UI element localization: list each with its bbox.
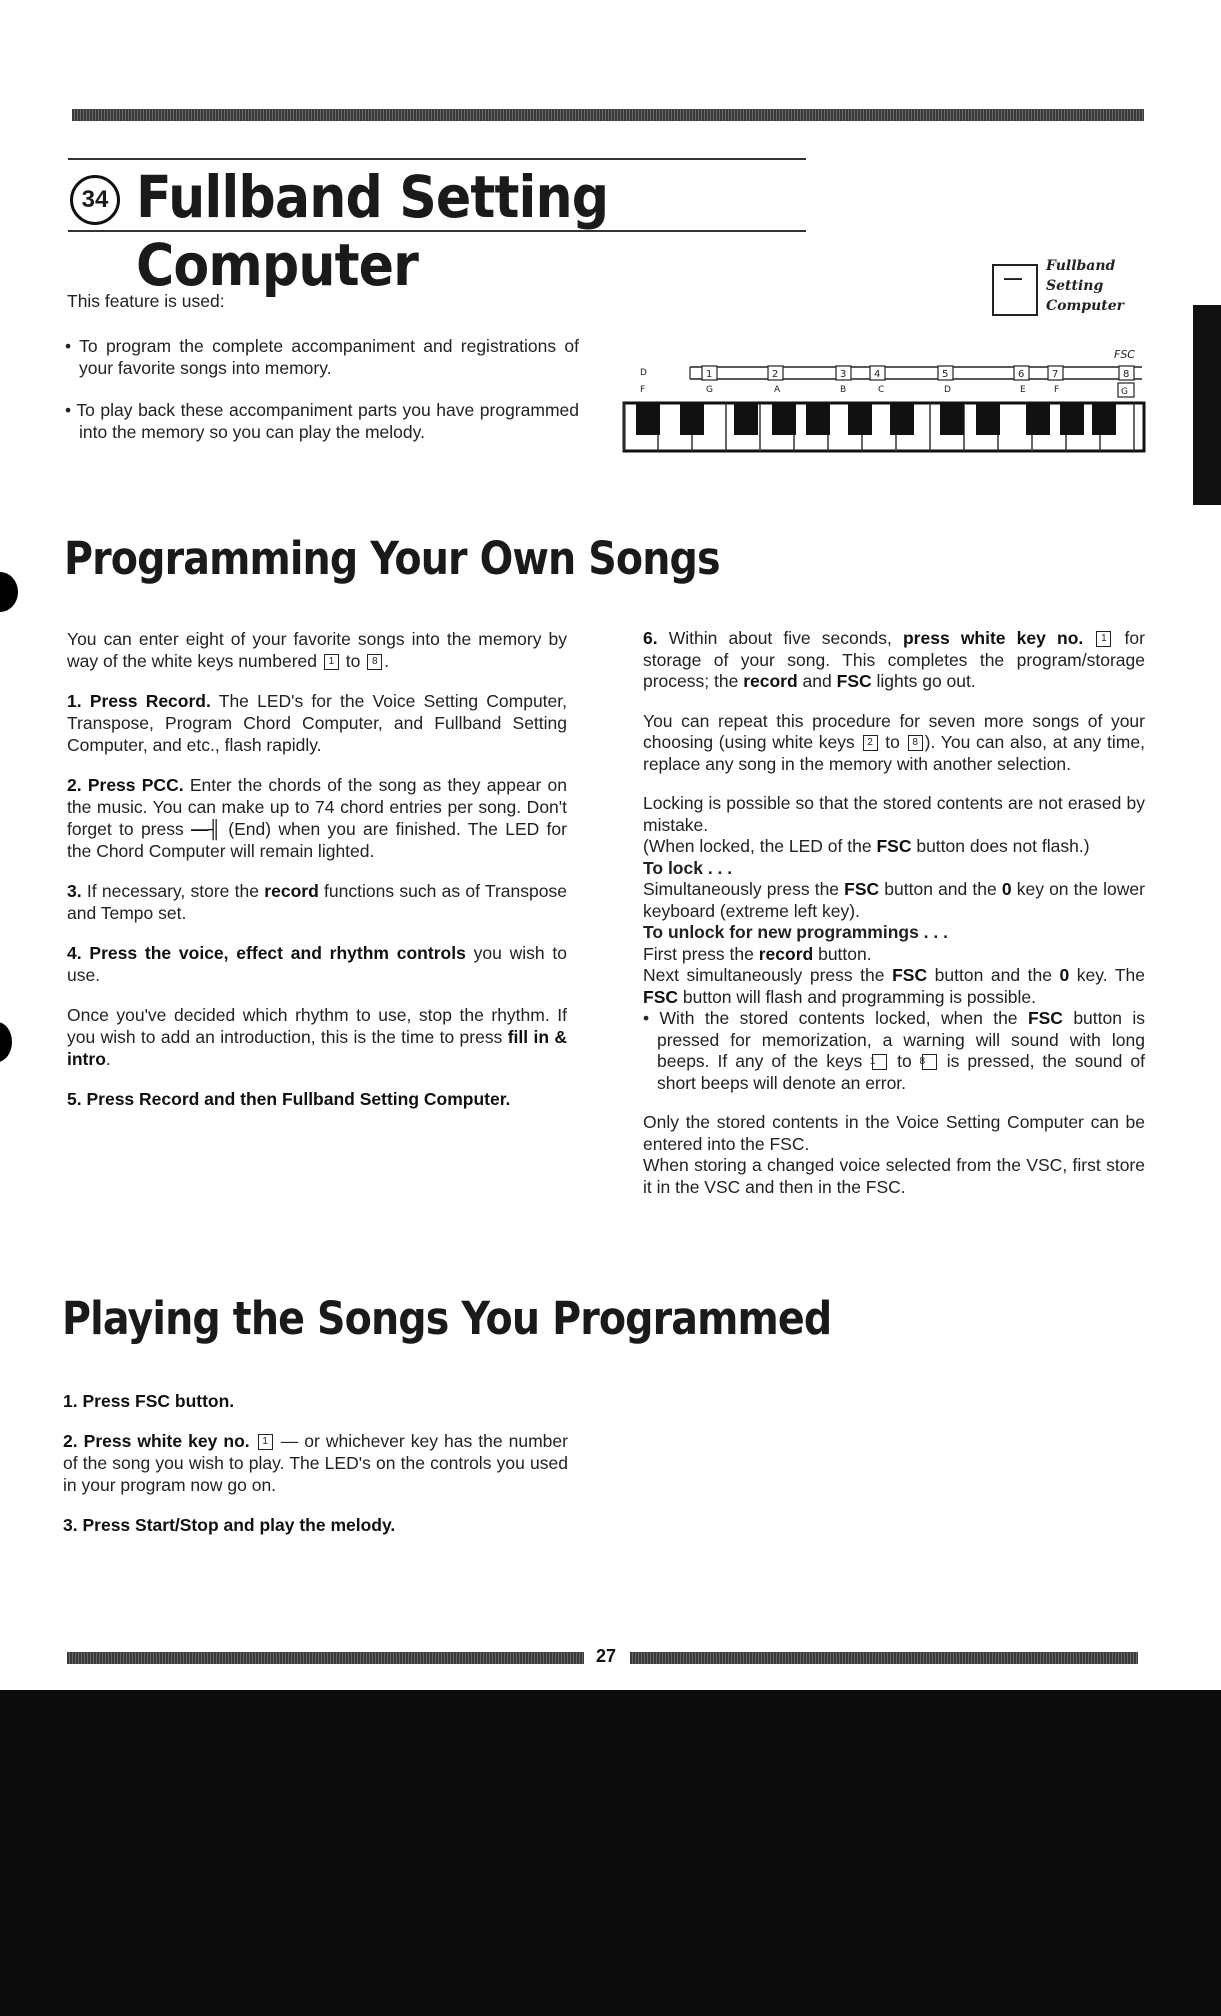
step-5-num: 5.	[67, 1089, 82, 1109]
to-lock-bold2: 0	[1001, 879, 1012, 899]
keyboard-note-label: G	[706, 385, 713, 395]
unlock-2-a: Next simultaneously press the	[643, 965, 885, 985]
step-6-text-c: and	[802, 671, 832, 691]
playing-steps	[63, 1390, 568, 1554]
unlock-1-bold: record	[758, 943, 814, 964]
black-key	[848, 403, 872, 435]
page-title: Fullband Setting Computer	[136, 163, 609, 299]
repeat-note	[643, 711, 1145, 776]
keyboard-number-label: 1	[706, 369, 713, 380]
unlock-2-bold: FSC	[892, 965, 928, 985]
page-title-box	[68, 158, 806, 299]
unlock-2-d: button will flash and programming is possible.	[682, 986, 1036, 1007]
unlock-step-1	[643, 944, 1145, 966]
warn-b: button is pressed for memorization, a warning will sound with long beeps. If any of the keys	[657, 1008, 1146, 1071]
unlock-2-bold2: 0	[1059, 965, 1070, 985]
fsc-g-key-label: G	[1121, 387, 1128, 397]
keyboard-diagram	[622, 345, 1147, 453]
step-1	[67, 690, 567, 756]
programming-left-column	[67, 628, 567, 1128]
keyboard-f-label: F	[640, 385, 646, 395]
key-number-box: 2	[863, 735, 878, 751]
black-key	[680, 403, 704, 435]
step-6-bold2: record	[743, 671, 798, 691]
black-key	[890, 403, 914, 435]
to-unlock-heading: To unlock for new programmings . . .	[643, 922, 948, 942]
rhythm-note-end: .	[105, 1049, 111, 1069]
step-4-text: you wish to use.	[67, 943, 567, 985]
key-number-box: 8	[367, 654, 382, 670]
black-key	[1060, 403, 1084, 435]
step-3-bold: record	[264, 881, 319, 901]
repeat-text-b: to	[885, 732, 900, 752]
lock-note-bold: FSC	[876, 836, 912, 856]
key-number-box: 8	[922, 1054, 937, 1070]
footer-rule-right	[630, 1652, 1138, 1664]
black-key	[940, 403, 964, 435]
programming-intro-text: You can enter eight of your favorite songs into the memory by way of the white keys numbered	[67, 629, 567, 671]
keyboard-number-label: 7	[1052, 369, 1059, 380]
play-step-3-bold: Press Start/Stop and play the melody.	[82, 1515, 396, 1535]
keyboard-note-label: D	[944, 385, 951, 395]
key-number-box: 1	[324, 654, 339, 670]
play-step-2-num: 2.	[63, 1431, 78, 1451]
step-3-text-a: If necessary, store the	[86, 881, 260, 901]
keyboard-note-label: F	[1054, 385, 1060, 395]
play-step-3	[63, 1514, 568, 1536]
rhythm-note-bold: fill in & intro	[67, 1027, 567, 1069]
section-number: 34	[70, 175, 120, 225]
programming-heading: Programming Your Own Songs	[64, 532, 720, 585]
play-step-1-num: 1.	[63, 1391, 78, 1411]
keyboard-note-label: B	[840, 385, 847, 395]
keyboard-note-label: C	[878, 385, 885, 395]
warn-bold: FSC	[1027, 1008, 1063, 1028]
to-lock-heading: To lock . . .	[643, 857, 733, 878]
keyboard-number-label: 6	[1018, 369, 1025, 380]
lock-text: Locking is possible so that the stored contents are not erased by mistake.	[643, 793, 1145, 835]
to-lock-text-b: button and the	[884, 879, 997, 899]
black-key	[1026, 403, 1050, 435]
key-number-box: 8	[908, 735, 923, 751]
keyboard-number-boxes	[702, 366, 1134, 380]
unlock-2-c: key. The	[1076, 965, 1145, 985]
step-1-bold: Press Record.	[89, 691, 211, 711]
end-symbol-icon: —╢	[191, 819, 221, 839]
step-6-bold3: FSC	[836, 671, 872, 691]
fsc-logo-line2: Setting	[1046, 278, 1104, 294]
fsc-logo-text	[1046, 256, 1124, 316]
black-key	[734, 403, 758, 435]
step-6-text-b: for storage of your song. This completes the program/storage process; the	[643, 628, 1145, 691]
unlock-2-b: button and the	[934, 965, 1052, 985]
keyboard-number-label: 8	[1123, 369, 1130, 380]
step-4-bold: Press the voice, effect and rhythm controls	[89, 943, 466, 963]
step-6-bold: press white key no.	[902, 628, 1084, 648]
programming-intro	[67, 628, 567, 672]
warn-c: to	[897, 1051, 912, 1071]
step-6-num: 6.	[643, 628, 658, 648]
when-text: When storing a changed voice selected from the VSC, first store it in the VSC and then in the FSC.	[643, 1155, 1145, 1197]
black-key	[976, 403, 1000, 435]
step-2-text-b: (End) when you are finished. The LED for the Chord Computer will remain lighted.	[67, 819, 567, 861]
programming-intro-to: to	[345, 651, 361, 671]
fsc-button-symbol: —	[1004, 268, 1022, 288]
black-key	[1092, 403, 1116, 435]
intro-bullet-2-text: To play back these accompaniment parts you have programmed into the memory so you can play the melody.	[76, 400, 579, 442]
fsc-button-graphic	[992, 264, 1038, 316]
unlock-1-b: button.	[818, 943, 872, 964]
step-1-num: 1.	[67, 691, 82, 711]
step-2-text-a: Enter the chords of the song as they appear on the music. You can make up to 74 chord entries per song. Don't forget to press	[67, 775, 567, 839]
binding-hole-mark	[0, 572, 18, 612]
intro-bullet-1: • To program the complete accompaniment and registrations of your favorite songs into memory.	[65, 336, 579, 378]
step-3-num: 3.	[67, 881, 82, 901]
scan-black-margin	[0, 1690, 1221, 2016]
keyboard-number-label: 3	[840, 369, 847, 380]
fsc-logo-line1: Fullband	[1046, 258, 1116, 274]
play-step-2-text: — or whichever key has the number of the song you wish to play. The LED's on the controls you used in your program now go on.	[63, 1431, 568, 1495]
playing-heading: Playing the Songs You Programmed	[62, 1292, 832, 1345]
intro-bullet-2: • To play back these accompaniment parts you have programmed into the memory so you can play the melody.	[65, 400, 579, 442]
rhythm-note-text: Once you've decided which rhythm to use, stop the rhythm. If you wish to add an introduction, this is the time to press	[67, 1005, 567, 1047]
keyboard-d-label: D	[640, 368, 647, 378]
black-key	[772, 403, 796, 435]
step-2	[67, 774, 567, 862]
repeat-text-c: ). You can also, at any time, replace any song in the memory with another selection.	[643, 732, 1145, 774]
key-number-box: 1	[1096, 631, 1111, 647]
play-step-2	[63, 1430, 568, 1496]
step-4-num: 4.	[67, 943, 82, 963]
key-number-box: 1	[258, 1434, 273, 1450]
step-3-text-b: functions such as of Transpose and Tempo set.	[67, 881, 567, 923]
fsc-logo-line3: Computer	[1046, 298, 1125, 314]
repeat-text-a: You can repeat this procedure for seven more songs of your choosing (using white keys	[643, 710, 1145, 752]
keyboard-fsc-label: FSC	[1114, 348, 1135, 361]
black-key	[636, 403, 660, 435]
keyboard-number-label: 5	[942, 369, 949, 380]
programming-intro-end: .	[384, 651, 390, 671]
step-2-bold: Press PCC.	[87, 775, 184, 795]
only-text: Only the stored contents in the Voice Setting Computer can be entered into the FSC.	[643, 1112, 1145, 1154]
warning-bullet: • With the stored contents locked, when the FSC button is pressed for memorization, a warning will sound with long beeps. If any of the keys 1 to 8 is pressed, the sound of short beeps will denote an error.	[643, 1008, 1146, 1093]
play-step-1-bold: Press FSC button.	[82, 1391, 235, 1411]
intro-lead: This feature is used:	[67, 291, 225, 311]
keyboard-note-labels	[706, 385, 1059, 395]
to-lock-bold: FSC	[844, 879, 880, 899]
lock-note	[643, 836, 1145, 858]
rhythm-note	[67, 1004, 567, 1070]
warn-a: With the stored contents locked, when the	[659, 1008, 1018, 1028]
key-number-box: 1	[872, 1054, 887, 1070]
unlock-1-a: First press the	[643, 943, 754, 964]
keyboard-note-label: E	[1020, 385, 1026, 395]
page-number: 27	[596, 1646, 617, 1666]
step-6-text-a: Within about five seconds,	[668, 628, 892, 648]
keyboard-number-label: 4	[874, 369, 881, 380]
to-lock-text-c: key on the lower keyboard (extreme left key).	[643, 879, 1145, 921]
top-rule	[72, 109, 1144, 121]
vsc-notes	[643, 1112, 1145, 1198]
to-lock-text-a: Simultaneously press the	[643, 879, 840, 899]
step-5	[67, 1088, 567, 1110]
step-6-text-d: lights go out.	[876, 671, 976, 691]
footer-rule-left	[67, 1652, 584, 1664]
play-step-3-num: 3.	[63, 1515, 78, 1535]
warn-d: is pressed, the sound of short beeps will denote an error.	[657, 1051, 1145, 1093]
black-key	[806, 403, 830, 435]
step-5-bold: Press Record and then Fullband Setting Computer.	[86, 1089, 511, 1109]
play-step-2-bold: Press white key no.	[83, 1431, 250, 1451]
step-2-num: 2.	[67, 775, 82, 795]
keyboard-number-label: 2	[772, 369, 779, 380]
programming-right-column	[643, 628, 1145, 1198]
locking-section	[643, 793, 1145, 1094]
keyboard-note-label: A	[774, 385, 781, 395]
lock-note-a: (When locked, the LED of the	[643, 836, 872, 856]
play-step-1	[63, 1390, 568, 1412]
unlock-2-bold3: FSC	[643, 986, 678, 1007]
lock-note-b: button does not flash.)	[916, 836, 1090, 856]
binding-hole-mark-2	[0, 1022, 12, 1062]
intro-bullet-1-text: To program the complete accompaniment and registrations of your favorite songs into memory.	[79, 336, 579, 378]
to-lock-text	[643, 879, 1145, 922]
step-1-text: The LED's for the Voice Setting Computer, Transpose, Program Chord Computer, and Fullband Setting Computer, and etc., flash rapidly.	[67, 691, 567, 755]
step-6	[643, 628, 1145, 693]
page-edge-tab	[1193, 305, 1221, 505]
step-3	[67, 880, 567, 924]
step-4	[67, 942, 567, 986]
unlock-step-2	[643, 965, 1145, 1008]
